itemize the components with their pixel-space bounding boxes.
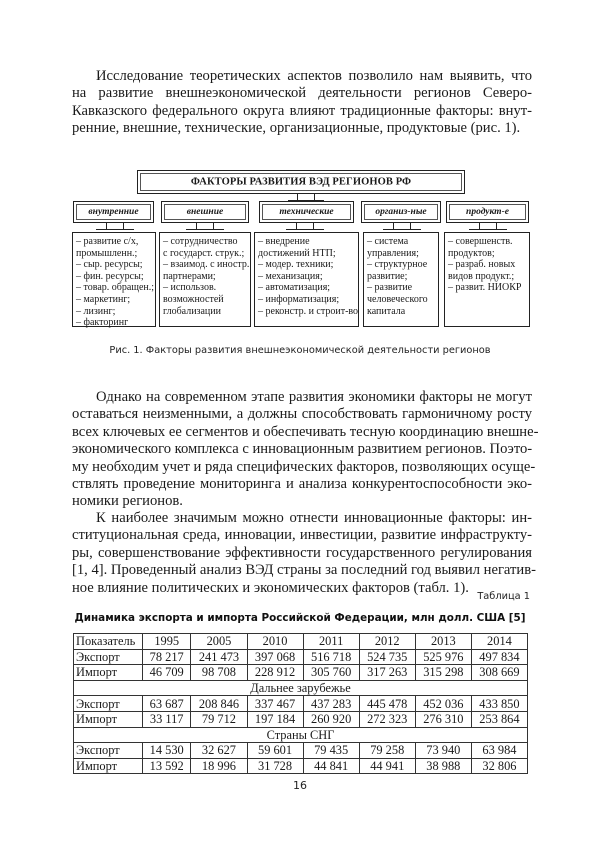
category-list-technical — [254, 232, 359, 327]
table-cell: 317 263 — [359, 665, 415, 681]
table-cell: 260 920 — [303, 711, 359, 727]
table-cell: 32 806 — [471, 758, 527, 774]
table-cell: 31 728 — [247, 758, 303, 774]
header-cell: Показатель — [74, 634, 143, 650]
list-item: видов продукт.; — [448, 270, 515, 282]
table-cell: 78 217 — [143, 649, 191, 665]
header-cell: 2010 — [247, 634, 303, 650]
list-item: – механизация; — [258, 270, 323, 282]
table-cell: 14 530 — [143, 743, 191, 759]
list-item: – лизинг; — [76, 305, 116, 317]
table-cell: 445 478 — [359, 696, 415, 712]
table-cell: 63 687 — [143, 696, 191, 712]
list-item: человеческого — [367, 293, 428, 305]
list-item: с государст. струк.; — [163, 247, 245, 259]
table-cell: 33 117 — [143, 711, 191, 727]
header-cell: 2012 — [359, 634, 415, 650]
list-item: – система — [367, 236, 409, 247]
category-box-organizational — [361, 201, 441, 223]
text-line: номики регионов. — [72, 493, 183, 510]
text-line: на развитие внешнеэкономической деятельности регионов Северо- — [72, 85, 532, 102]
arrow-base — [186, 229, 224, 230]
body-paragraph — [72, 510, 536, 597]
page-number: 16 — [293, 779, 307, 792]
table-cell: 497 834 — [471, 649, 527, 665]
text-line: К наиболее значимым можно отнести инновационные факторы: ин- — [96, 510, 532, 526]
text-line: Исследование теоретических аспектов позволило нам выявить, что — [96, 68, 532, 84]
table-cell: 79 712 — [191, 711, 247, 727]
table-cell: 433 850 — [471, 696, 527, 712]
table-cell: 32 627 — [191, 743, 247, 759]
arrow-base — [383, 229, 421, 230]
table-row — [74, 665, 528, 681]
table-cell: 524 735 — [359, 649, 415, 665]
table-cell: 38 988 — [415, 758, 471, 774]
table-cell: 397 068 — [247, 649, 303, 665]
category-label: внешние — [186, 207, 224, 217]
list-item: – модер. техники; — [258, 259, 334, 271]
list-item: капитала — [367, 305, 406, 317]
table-cell: 46 709 — [143, 665, 191, 681]
figure-caption: Рис. 1. Факторы развития внешнеэкономической деятельности регионов — [109, 345, 491, 356]
table-cell: 437 283 — [303, 696, 359, 712]
table-title: Динамика экспорта и импорта Российской Федерации, млн долл. США [5] — [74, 612, 526, 624]
section-header: Дальнее зарубежье — [74, 680, 528, 696]
header-cell: 1995 — [143, 634, 191, 650]
arrow-base — [96, 229, 134, 230]
table-cell: 241 473 — [191, 649, 247, 665]
row-label: Импорт — [74, 758, 143, 774]
category-list-internal — [72, 232, 156, 327]
text-line: ное влияние политических и экономических факторов (табл. 1). — [72, 579, 469, 596]
table-header-row — [74, 634, 528, 650]
row-label: Экспорт — [74, 649, 143, 665]
list-item: – сотрудничество — [163, 236, 238, 247]
category-box-internal — [73, 201, 154, 223]
table-section-row — [74, 727, 528, 743]
list-item: – структурное — [367, 259, 428, 271]
section-header: Страны СНГ — [74, 727, 528, 743]
table-section-row — [74, 680, 528, 696]
list-item: промышленн.; — [76, 247, 138, 259]
body-paragraph — [72, 389, 539, 511]
text-line: [1, 4]. Проведенный анализ ВЭД страны за последний год выявил негатив- — [72, 562, 536, 579]
list-item: – развит. НИОКР — [448, 282, 522, 294]
list-item: – использов. — [163, 282, 217, 294]
list-item: – фин. ресурсы; — [76, 270, 144, 282]
category-list-product — [444, 232, 530, 327]
table-cell: 305 760 — [303, 665, 359, 681]
table-cell: 59 601 — [247, 743, 303, 759]
category-list-organizational — [363, 232, 439, 327]
table-cell: 452 036 — [415, 696, 471, 712]
table-label: Таблица 1 — [477, 591, 530, 602]
table-cell: 525 976 — [415, 649, 471, 665]
category-box-external — [161, 201, 249, 223]
list-item: – внедрение — [258, 236, 310, 247]
row-label: Экспорт — [74, 743, 143, 759]
list-item: – сыр. ресурсы; — [76, 259, 143, 271]
table-cell: 44 841 — [303, 758, 359, 774]
header-cell: 2014 — [471, 634, 527, 650]
table-cell: 79 435 — [303, 743, 359, 759]
diagram-title: ФАКТОРЫ РАЗВИТИЯ ВЭД РЕГИОНОВ РФ — [190, 176, 412, 188]
list-item: – развитие — [367, 282, 413, 294]
list-item: партнерами; — [163, 270, 216, 282]
factors-diagram — [0, 0, 600, 340]
table-row — [74, 649, 528, 665]
list-item: управления; — [367, 247, 419, 259]
text-line: ствлять проведение мониторинга и анализа конкурентоспособности эко- — [72, 476, 532, 493]
list-item: – маркетинг; — [76, 293, 131, 305]
table-cell: 315 298 — [415, 665, 471, 681]
table-cell: 79 258 — [359, 743, 415, 759]
table-cell: 98 708 — [191, 665, 247, 681]
list-item: – автоматизация; — [258, 282, 331, 294]
table-cell: 13 592 — [143, 758, 191, 774]
text-line: му необходим учет и ряда специфических факторов, позволяющих осуще- — [72, 458, 536, 475]
table-cell: 337 467 — [247, 696, 303, 712]
category-box-product — [446, 201, 529, 223]
header-cell: 2013 — [415, 634, 471, 650]
text-line: ренние, внешние, технические, организационные, продуктовые (рис. 1). — [72, 120, 521, 137]
header-cell: 2011 — [303, 634, 359, 650]
category-label: технические — [279, 207, 334, 217]
list-item: – развитие с/х, — [76, 236, 139, 247]
category-label: продукт-е — [466, 207, 509, 217]
list-item: – реконстр. и строит-во — [258, 305, 359, 317]
arrow-base — [469, 229, 507, 230]
table-cell: 44 941 — [359, 758, 415, 774]
table-cell: 197 184 — [247, 711, 303, 727]
category-label: внутренние — [88, 207, 139, 217]
header-cell: 2005 — [191, 634, 247, 650]
row-label: Экспорт — [74, 696, 143, 712]
list-item: достижений НТП; — [258, 247, 336, 259]
text-line: ры, совершенствование эффективности государственного регулирования — [72, 544, 532, 561]
list-item: развитие; — [367, 270, 408, 282]
table-cell: 63 984 — [471, 743, 527, 759]
table-row — [74, 758, 528, 774]
table-cell: 208 846 — [191, 696, 247, 712]
text-line: Однако на современном этапе развития экономики факторы не могут — [96, 389, 532, 405]
table-cell: 253 864 — [471, 711, 527, 727]
table-cell: 516 718 — [303, 649, 359, 665]
text-line: всех ключевых ее сегментов и обеспечивать тесную координацию внешне- — [72, 423, 539, 440]
table-cell: 73 940 — [415, 743, 471, 759]
table-cell: 18 996 — [191, 758, 247, 774]
diagram-title-box — [137, 170, 465, 194]
list-item: – разраб. новых — [448, 259, 516, 271]
category-label: организ-ные — [375, 207, 427, 217]
table-cell: 272 323 — [359, 711, 415, 727]
text-line: ституциональная среда, инновации, инвестиции, развитие инфраструкту- — [72, 527, 532, 544]
list-item: – взаимод. с иностр. — [163, 259, 250, 271]
table-row — [74, 696, 528, 712]
export-import-table — [73, 633, 528, 774]
table-cell: 308 669 — [471, 665, 527, 681]
table-cell: 276 310 — [415, 711, 471, 727]
list-item: – факторинг — [76, 317, 129, 329]
list-item: – информатизация; — [258, 293, 340, 305]
table-cell: 228 912 — [247, 665, 303, 681]
text-line: экономического комплекса с инновационным развитием регионов. Поэто- — [72, 441, 533, 458]
category-box-technical — [259, 201, 354, 223]
list-item: возможностей — [163, 293, 224, 305]
text-line: Кавказского федерального округа влияют традиционные факторы: внут- — [72, 102, 532, 119]
list-item: продуктов; — [448, 247, 495, 259]
table-row — [74, 711, 528, 727]
list-item: глобализации — [163, 305, 221, 317]
list-item: – совершенств. — [448, 236, 513, 247]
table-row — [74, 743, 528, 759]
row-label: Импорт — [74, 665, 143, 681]
arrow-base — [286, 229, 324, 230]
text-line: оставаться неизменными, а должны способствовать гармоничному росту — [72, 406, 532, 423]
row-label: Импорт — [74, 711, 143, 727]
list-item: – товар. обращен.; — [76, 282, 155, 294]
category-list-external — [159, 232, 251, 327]
